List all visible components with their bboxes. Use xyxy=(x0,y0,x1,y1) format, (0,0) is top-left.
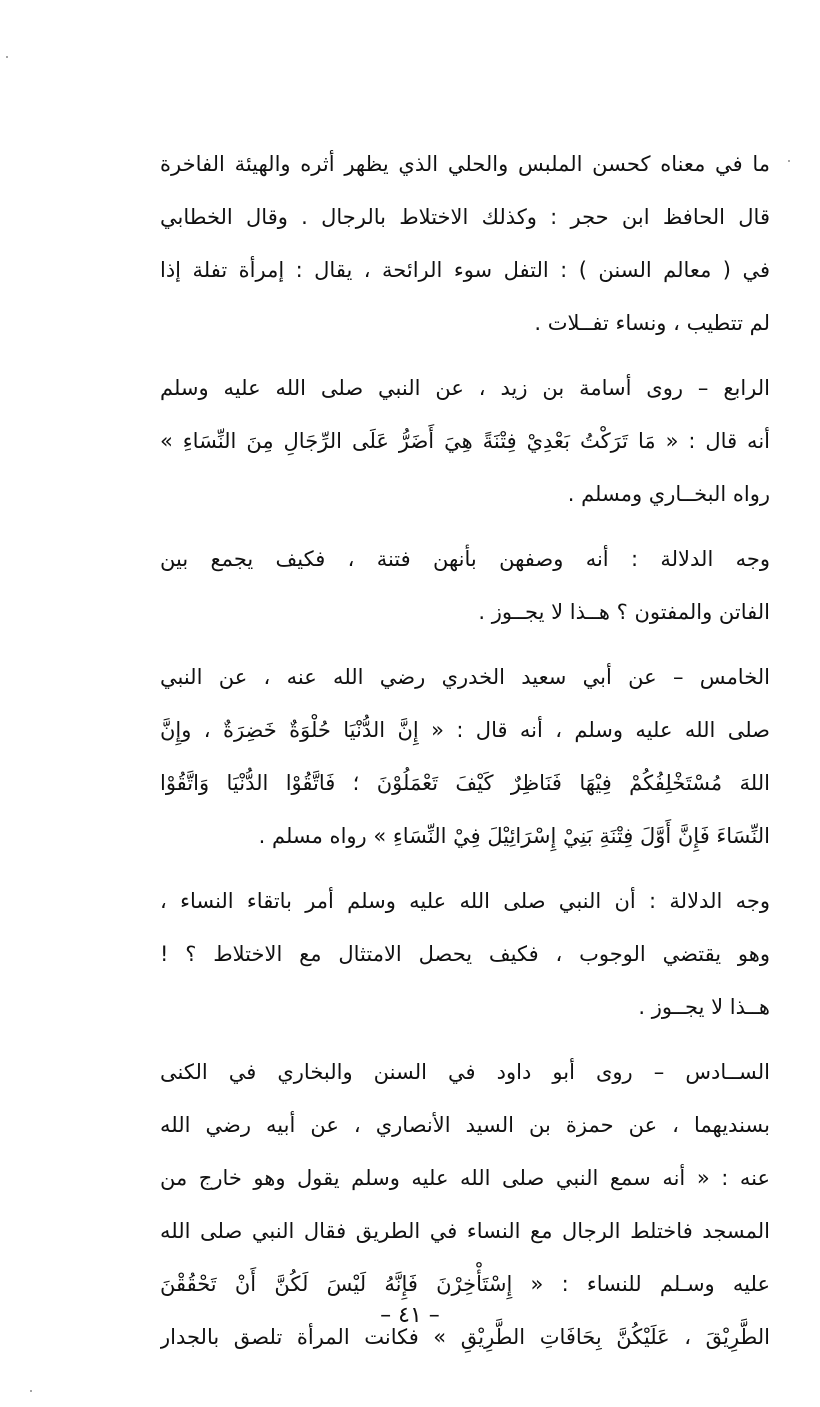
hadith-line: الطَّرِيْقَ ، عَلَيْكُنَّ بِحَافَاتِ الطَّرِيْقِ » فكانت المرأة تلصق بالجدار xyxy=(160,1325,770,1349)
hadith-line: النِّسَاءَ فَإِنَّ أَوَّلَ فِتْنَةِ بَنِيْ إِسْرَائِيْلَ فِيْ النِّسَاءِ » رواه مسلم . xyxy=(258,824,770,848)
text-line: وهو يقتضي الوجوب ، فكيف يحصل الامتثال مع الاختلاط ؟ ! xyxy=(160,942,770,966)
page-body xyxy=(160,138,770,1364)
text-line: الرابع – روى أسامة بن زيد ، عن النبي صلى الله عليه وسلم xyxy=(160,376,770,400)
paragraph-intro xyxy=(160,138,770,350)
text-line: الفاتن والمفتون ؟ هــذا لا يجــوز . xyxy=(478,600,770,624)
text-line: رواه البخــاري ومسلم . xyxy=(567,482,770,506)
text-line: الخامس – عن أبي سعيد الخدري رضي الله عنه ، عن النبي xyxy=(160,665,770,689)
text-line: المسجد فاختلط الرجال مع النساء في الطريق فقال النبي صلى الله xyxy=(160,1219,770,1243)
hadith-line: أنه قال : « مَا تَرَكْتُ بَعْدِيْ فِتْنَةً هِيَ أَضَرُّ عَلَى الرِّجَالِ مِنَ النِّسَاءِ » xyxy=(160,429,770,453)
paragraph-fourth-evidence xyxy=(160,533,770,639)
text-line: في ( معالم السنن ) : التفل سوء الرائحة ، يقال : إمرأة تفلة إذا xyxy=(160,258,770,282)
paragraph-fourth xyxy=(160,362,770,521)
text-line: وجه الدلالة : أنه وصفهن بأنهن فتنة ، فكيف يجمع بين xyxy=(160,547,770,571)
text-line: هــذا لا يجــوز . xyxy=(638,995,770,1019)
scan-speck xyxy=(788,160,790,162)
text-line: قال الحافظ ابن حجر : وكذلك الاختلاط بالرجال . وقال الخطابي xyxy=(160,205,770,229)
text-line: وجه الدلالة : أن النبي صلى الله عليه وسلم أمر باتقاء النساء ، xyxy=(160,889,770,913)
page-number: – ٤١ – xyxy=(380,1303,440,1328)
scan-speck xyxy=(30,1390,32,1392)
hadith-line: عليه وسـلم للنساء : « إِسْتَأْخِرْنَ فَإِنَّهُ لَيْسَ لَكُنَّ أَنْ تَحْقُقْنَ xyxy=(160,1272,770,1296)
scan-speck xyxy=(6,56,8,58)
hadith-line: اللهَ مُسْتَخْلِفُكُمْ فِيْهَا فَنَاظِرٌ كَيْفَ تَعْمَلُوْنَ ؛ فَاتَّقُوْا الدُّنْيَا وَاتَّقُوْا xyxy=(160,771,770,795)
text-line: ما في معناه كحسن الملبس والحلي الذي يظهر أثره والهيئة الفاخرة xyxy=(160,152,770,176)
text-line: لم تتطيب ، ونساء تفــلات . xyxy=(534,311,770,335)
paragraph-fifth-evidence xyxy=(160,875,770,1034)
text-line: بسنديهما ، عن حمزة بن السيد الأنصاري ، عن أبيه رضي الله xyxy=(160,1113,770,1137)
text-line: عنه : « أنه سمع النبي صلى الله عليه وسلم يقول وهو خارج من xyxy=(160,1166,770,1190)
paragraph-fifth xyxy=(160,651,770,863)
hadith-line: صلى الله عليه وسلم ، أنه قال : « إِنَّ الدُّنْيَا حُلْوَةٌ خَضِرَةٌ ، وإِنَّ xyxy=(160,718,770,742)
text-line: الســادس – روى أبو داود في السنن والبخاري في الكنى xyxy=(160,1060,770,1084)
